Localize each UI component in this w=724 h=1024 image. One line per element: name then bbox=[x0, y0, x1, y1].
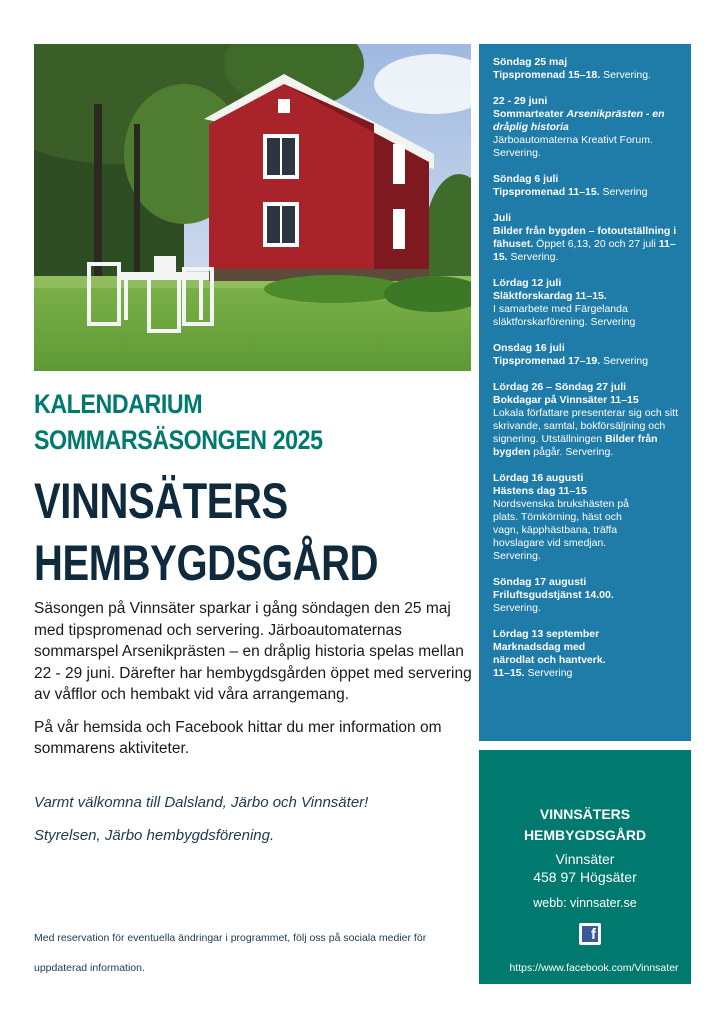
intro-paragraph-2: På vår hemsida och Facebook hittar du mer information om sommarens aktiviteter. bbox=[34, 718, 442, 757]
house-illustration bbox=[34, 44, 471, 371]
event-title: Bilder från bygden – fotoutställning i fähuset. bbox=[493, 225, 677, 250]
event-item bbox=[493, 472, 633, 563]
event-time: 11–15. bbox=[493, 238, 676, 263]
event-item bbox=[493, 576, 681, 615]
intro-text bbox=[34, 598, 474, 771]
website-link[interactable]: webb: vinnsater.se bbox=[533, 896, 637, 910]
event-title: Tipspromenad 11–15. bbox=[493, 186, 600, 198]
title-line-1: VINNSÄTERS bbox=[34, 473, 288, 529]
event-title: Släktforskardag 11–15. bbox=[493, 290, 607, 302]
event-note: I samarbete med Färgelanda släktforskarförening. Servering bbox=[493, 303, 636, 328]
event-note: Lokala författare presenterar sig och sitt skrivande, samtal, bokförsäljning och signering. Utställningen bbox=[493, 407, 679, 445]
event-item bbox=[493, 95, 681, 160]
contact-box bbox=[479, 750, 691, 984]
event-note-2: Servering. bbox=[507, 251, 559, 263]
event-note: Servering bbox=[600, 355, 649, 367]
event-play-title: Arsenikprästen - en dråplig historia bbox=[493, 108, 665, 133]
event-title: Friluftsgudstjänst 14.00. bbox=[493, 589, 614, 601]
event-date: Lördag 12 juli bbox=[493, 277, 562, 289]
contact-name-line-2: HEMBYGDSGÅRD bbox=[523, 827, 647, 843]
contact-name bbox=[479, 804, 691, 846]
intro-paragraph-1: Säsongen på Vinnsäter sparkar i gång söndagen den 25 maj med tipspromenad och servering. Järboautomaternas sommarspel Arsenikprästen – en dråplig historia spelas mellan 22 - 29 juni. Därefter har hembygdsgården öppet med servering av våfflor och hembakt vid våra arrangemang. bbox=[34, 600, 472, 703]
event-title: Tipspromenad 15–18. bbox=[493, 69, 601, 81]
event-title: Marknadsdag med närodlat och hantverk. bbox=[493, 641, 606, 666]
event-title: Tipspromenad 17–19. bbox=[493, 355, 601, 367]
heading-kalendarium: KALENDARIUM bbox=[34, 389, 203, 419]
event-note: Öppet 6,13, 20 och 27 juli bbox=[533, 238, 659, 250]
event-note-2: pågår. Servering. bbox=[530, 446, 614, 458]
event-note: Servering bbox=[524, 667, 573, 679]
event-item bbox=[493, 56, 681, 82]
event-calendar bbox=[479, 44, 691, 741]
event-date: 22 - 29 juni bbox=[493, 95, 548, 107]
event-date: Onsdag 16 juli bbox=[493, 342, 565, 354]
event-date: Söndag 25 maj bbox=[493, 56, 568, 68]
event-title: Sommarteater bbox=[493, 108, 567, 120]
event-date: Juli bbox=[493, 212, 512, 224]
address-line-2: 458 97 Högsäter bbox=[533, 869, 637, 885]
event-date: Söndag 6 juli bbox=[493, 173, 559, 185]
house-photo bbox=[34, 44, 471, 371]
contact-name-line-1: VINNSÄTERS bbox=[539, 806, 631, 822]
event-item bbox=[493, 173, 681, 199]
facebook-icon[interactable] bbox=[579, 923, 601, 945]
event-item bbox=[493, 212, 681, 264]
facebook-link[interactable]: https://www.facebook.com/Vinnsater bbox=[509, 962, 679, 974]
event-item bbox=[493, 342, 681, 368]
event-time: 11–15. bbox=[493, 667, 525, 679]
facebook-glyph: f bbox=[582, 926, 598, 942]
contact-address bbox=[479, 850, 691, 886]
event-date: Lördag 13 september bbox=[493, 628, 600, 640]
event-title: Bokdagar på Vinnsäter 11–15 bbox=[493, 394, 639, 406]
reservation-note: Med reservation för eventuella ändringar i programmet, följ oss på sociala medier för uppdaterad information. bbox=[34, 932, 427, 974]
event-note: Servering. bbox=[493, 602, 541, 614]
event-date: Lördag 26 – Söndag 27 juli bbox=[493, 381, 627, 393]
main-title bbox=[34, 470, 378, 594]
event-item bbox=[493, 277, 681, 329]
heading-season: SOMMARSÄSONGEN 2025 bbox=[34, 425, 323, 455]
event-exhibition: Bilder från bygden bbox=[493, 433, 658, 458]
event-note: Servering. bbox=[600, 69, 651, 81]
welcome-line: Varmt välkomna till Dalsland, Järbo och Vinnsäter! bbox=[34, 794, 369, 811]
event-note: Järboautomaterna Kreativt Forum. Servering. bbox=[493, 134, 653, 159]
event-title: Hästens dag 11–15 bbox=[493, 485, 587, 497]
event-note: Nordsvenska brukshästen på plats. Tömkörning, häst och vagn, käpphästbana, träffa hovslagare vid smedjan. Servering. bbox=[493, 498, 629, 562]
event-date: Söndag 17 augusti bbox=[493, 576, 587, 588]
event-item bbox=[493, 381, 681, 459]
event-item bbox=[493, 628, 623, 680]
title-line-2: HEMBYGDSGÅRD bbox=[34, 535, 379, 591]
event-date: Lördag 16 augusti bbox=[493, 472, 584, 484]
signature-line: Styrelsen, Järbo hembygdsförening. bbox=[34, 827, 275, 844]
event-note: Servering bbox=[599, 186, 648, 198]
calendar-heading bbox=[34, 386, 323, 458]
address-line-1: Vinnsäter bbox=[555, 851, 615, 867]
welcome-text bbox=[34, 792, 474, 858]
